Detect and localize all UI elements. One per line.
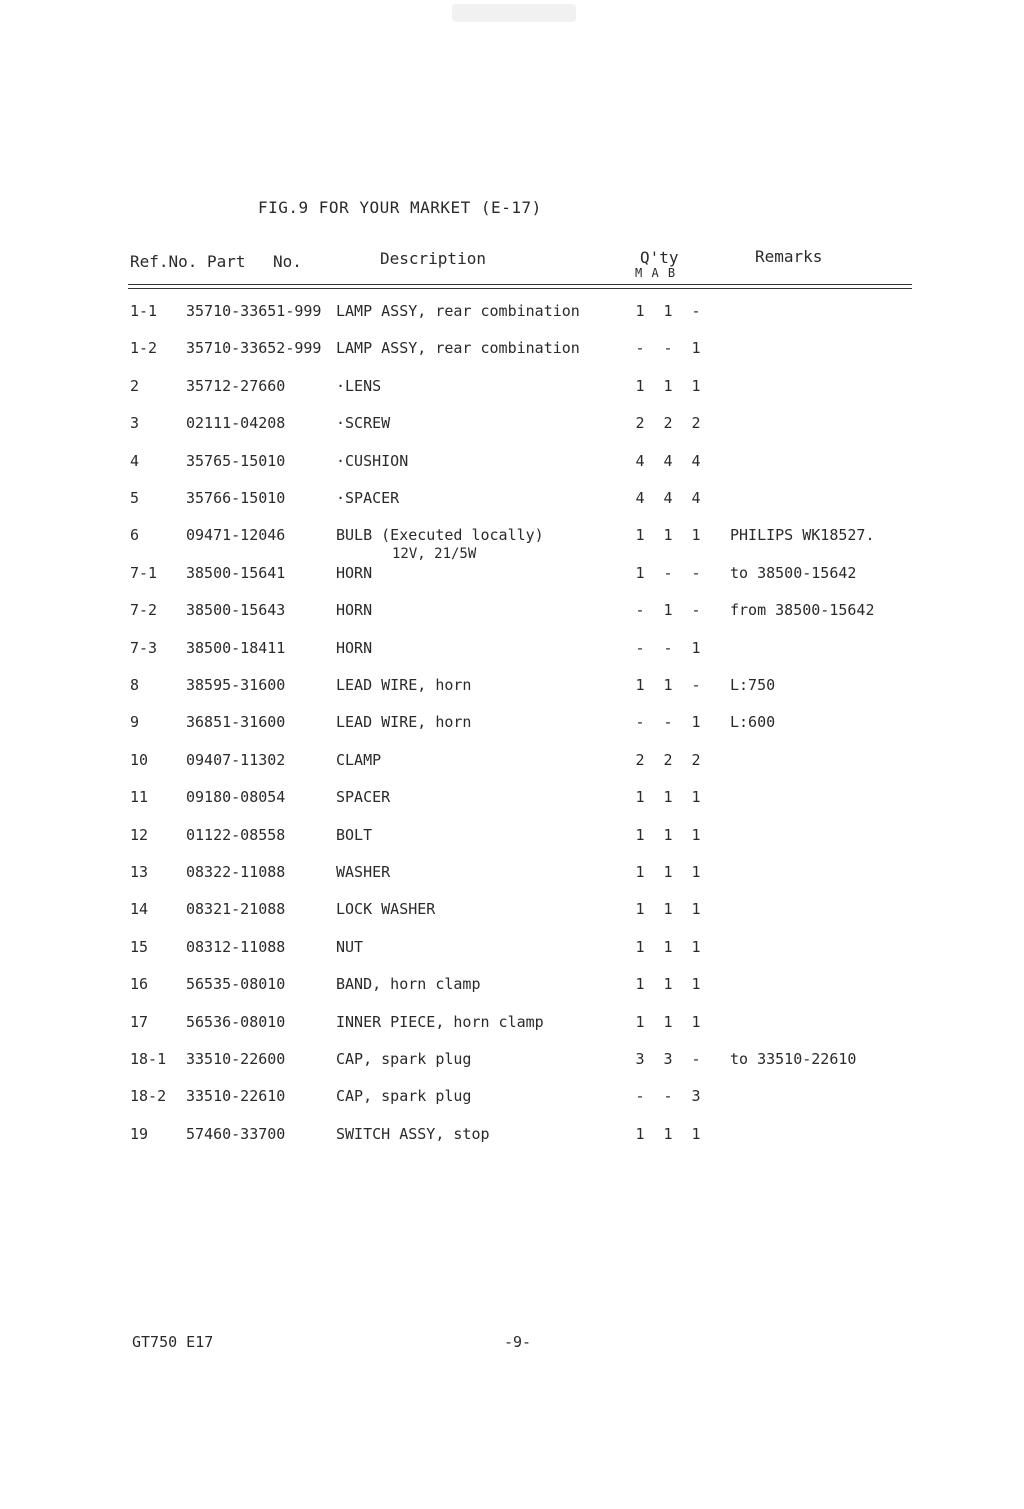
qty-a: 1: [663, 826, 673, 844]
table-row: [0, 713, 1024, 737]
qty-b: 1: [691, 639, 701, 657]
table-row: [0, 601, 1024, 625]
ref-number: 7-1: [130, 564, 158, 582]
qty-a: -: [663, 639, 673, 657]
qty-a: 1: [663, 1013, 673, 1031]
ref-number: 1-1: [130, 302, 158, 320]
qty-a: 2: [663, 751, 673, 769]
figure-title: FIG.9 FOR YOUR MARKET (E-17): [258, 198, 542, 217]
qty-a: 4: [663, 452, 673, 470]
qty-m: 4: [635, 489, 645, 507]
part-number: 02111-04208: [186, 414, 286, 432]
description: BULB (Executed locally): [336, 526, 544, 544]
description: BAND, horn clamp: [336, 975, 481, 993]
qty-a: 1: [663, 302, 673, 320]
qty-b: 1: [691, 900, 701, 918]
qty-b: 4: [691, 489, 701, 507]
description: CAP, spark plug: [336, 1050, 472, 1068]
qty-m: 1: [635, 1013, 645, 1031]
ref-number: 17: [130, 1013, 149, 1031]
qty-m: 1: [635, 975, 645, 993]
header-rule-top: [128, 284, 912, 285]
qty-m: 1: [635, 900, 645, 918]
ref-number: 13: [130, 863, 149, 881]
description: SPACER: [336, 788, 391, 806]
description: ·LENS: [336, 377, 382, 395]
table-row: [0, 676, 1024, 700]
table-row: [0, 826, 1024, 850]
ref-number: 8: [130, 676, 140, 694]
qty-a: 1: [663, 975, 673, 993]
part-number: 33510-22600: [186, 1050, 286, 1068]
ref-number: 6: [130, 526, 140, 544]
ref-number: 18-2: [130, 1087, 167, 1105]
part-number: 38500-15641: [186, 564, 286, 582]
table-row: [0, 564, 1024, 588]
description: HORN: [336, 564, 373, 582]
part-number: 35765-15010: [186, 452, 286, 470]
ref-number: 15: [130, 938, 149, 956]
description: LAMP ASSY, rear combination: [336, 302, 580, 320]
qty-b: 1: [691, 377, 701, 395]
table-row: [0, 414, 1024, 438]
ref-number: 10: [130, 751, 149, 769]
description: ·CUSHION: [336, 452, 409, 470]
table-row: [0, 377, 1024, 401]
part-number: 57460-33700: [186, 1125, 286, 1143]
qty-b: -: [691, 564, 701, 582]
qty-a: 1: [663, 526, 673, 544]
qty-b: -: [691, 302, 701, 320]
qty-b: 1: [691, 713, 701, 731]
qty-m: 1: [635, 564, 645, 582]
table-row: [0, 489, 1024, 513]
header-qty-columns: M A B: [635, 266, 677, 280]
qty-m: -: [635, 339, 645, 357]
table-row: [0, 302, 1024, 326]
ref-number: 16: [130, 975, 149, 993]
qty-b: 1: [691, 1013, 701, 1031]
description: CLAMP: [336, 751, 382, 769]
qty-m: 1: [635, 863, 645, 881]
description: WASHER: [336, 863, 391, 881]
header-no: No.: [273, 252, 302, 271]
table-row: [0, 1050, 1024, 1074]
header-ref-no: Ref.No.: [130, 252, 198, 271]
table-row: [0, 639, 1024, 663]
part-number: 08321-21088: [186, 900, 286, 918]
qty-m: 1: [635, 938, 645, 956]
qty-b: 1: [691, 339, 701, 357]
qty-a: 1: [663, 938, 673, 956]
table-row: [0, 452, 1024, 476]
description: NUT: [336, 938, 364, 956]
qty-m: -: [635, 601, 645, 619]
description: CAP, spark plug: [336, 1087, 472, 1105]
part-number: 38595-31600: [186, 676, 286, 694]
qty-m: 4: [635, 452, 645, 470]
remarks: L:750: [730, 676, 776, 694]
table-row: [0, 339, 1024, 363]
qty-b: 1: [691, 1125, 701, 1143]
qty-b: 2: [691, 751, 701, 769]
page-number: -9-: [504, 1333, 532, 1351]
description: HORN: [336, 639, 373, 657]
qty-b: 1: [691, 975, 701, 993]
description: LAMP ASSY, rear combination: [336, 339, 580, 357]
part-number: 33510-22610: [186, 1087, 286, 1105]
qty-m: 2: [635, 414, 645, 432]
ref-number: 5: [130, 489, 140, 507]
part-number: 08312-11088: [186, 938, 286, 956]
remarks: L:600: [730, 713, 776, 731]
ref-number: 19: [130, 1125, 149, 1143]
part-number: 38500-18411: [186, 639, 286, 657]
qty-a: 1: [663, 601, 673, 619]
qty-b: 1: [691, 788, 701, 806]
part-number: 09180-08054: [186, 788, 286, 806]
table-row: [0, 1087, 1024, 1111]
table-row: [0, 863, 1024, 887]
table-row: [0, 938, 1024, 962]
description: BOLT: [336, 826, 373, 844]
part-number: 35766-15010: [186, 489, 286, 507]
qty-a: 4: [663, 489, 673, 507]
qty-b: -: [691, 1050, 701, 1068]
ref-number: 7-3: [130, 639, 158, 657]
qty-m: 1: [635, 526, 645, 544]
description: INNER PIECE, horn clamp: [336, 1013, 544, 1031]
table-row: [0, 975, 1024, 999]
qty-a: 1: [663, 788, 673, 806]
ref-number: 14: [130, 900, 149, 918]
qty-b: 1: [691, 863, 701, 881]
qty-m: -: [635, 639, 645, 657]
description: LEAD WIRE, horn: [336, 676, 472, 694]
qty-a: 2: [663, 414, 673, 432]
description: LEAD WIRE, horn: [336, 713, 472, 731]
qty-b: -: [691, 601, 701, 619]
ref-number: 3: [130, 414, 140, 432]
description: SWITCH ASSY, stop: [336, 1125, 490, 1143]
qty-m: -: [635, 1087, 645, 1105]
qty-b: 1: [691, 826, 701, 844]
qty-m: -: [635, 713, 645, 731]
qty-b: 1: [691, 938, 701, 956]
part-number: 35710-33652-999: [186, 339, 322, 357]
table-row: [0, 900, 1024, 924]
part-number: 38500-15643: [186, 601, 286, 619]
part-number: 35712-27660: [186, 377, 286, 395]
qty-m: 1: [635, 1125, 645, 1143]
part-number: 35710-33651-999: [186, 302, 322, 320]
ref-number: 9: [130, 713, 140, 731]
ref-number: 11: [130, 788, 149, 806]
qty-a: 1: [663, 1125, 673, 1143]
qty-m: 3: [635, 1050, 645, 1068]
description: ·SPACER: [336, 489, 400, 507]
ref-number: 12: [130, 826, 149, 844]
description: HORN: [336, 601, 373, 619]
part-number: 09407-11302: [186, 751, 286, 769]
qty-b: 2: [691, 414, 701, 432]
part-number: 01122-08558: [186, 826, 286, 844]
bulb-spec: 12V, 21/5W: [392, 546, 477, 562]
qty-b: 3: [691, 1087, 701, 1105]
qty-a: -: [663, 339, 673, 357]
qty-m: 1: [635, 788, 645, 806]
remarks: to 38500-15642: [730, 564, 857, 582]
qty-m: 1: [635, 826, 645, 844]
footer-model: GT750 E17: [132, 1333, 214, 1351]
part-number: 36851-31600: [186, 713, 286, 731]
qty-m: 1: [635, 377, 645, 395]
qty-m: 1: [635, 302, 645, 320]
qty-a: 1: [663, 676, 673, 694]
header-description: Description: [380, 249, 486, 268]
qty-b: -: [691, 676, 701, 694]
qty-a: 1: [663, 863, 673, 881]
table-row: [0, 1125, 1024, 1149]
ref-number: 18-1: [130, 1050, 167, 1068]
header-remarks: Remarks: [755, 247, 823, 266]
remarks: to 33510-22610: [730, 1050, 857, 1068]
ref-number: 7-2: [130, 601, 158, 619]
qty-a: 3: [663, 1050, 673, 1068]
qty-b: 4: [691, 452, 701, 470]
remarks: PHILIPS WK18527.: [730, 526, 875, 544]
description: ·SCREW: [336, 414, 391, 432]
part-number: 08322-11088: [186, 863, 286, 881]
table-row: [0, 526, 1024, 550]
qty-m: 1: [635, 676, 645, 694]
qty-m: 2: [635, 751, 645, 769]
qty-a: -: [663, 1087, 673, 1105]
header-part: Part: [207, 252, 246, 271]
table-row: [0, 788, 1024, 812]
qty-b: 1: [691, 526, 701, 544]
qty-a: -: [663, 713, 673, 731]
remarks: from 38500-15642: [730, 601, 875, 619]
header-rule-bottom: [128, 288, 912, 289]
part-number: 09471-12046: [186, 526, 286, 544]
description: LOCK WASHER: [336, 900, 436, 918]
qty-a: 1: [663, 900, 673, 918]
table-row: [0, 751, 1024, 775]
qty-a: -: [663, 564, 673, 582]
ref-number: 1-2: [130, 339, 158, 357]
ref-number: 2: [130, 377, 140, 395]
scan-smudge: [452, 4, 576, 22]
header-qty: Q'ty: [640, 248, 679, 267]
part-number: 56535-08010: [186, 975, 286, 993]
part-number: 56536-08010: [186, 1013, 286, 1031]
table-row: [0, 1013, 1024, 1037]
qty-a: 1: [663, 377, 673, 395]
ref-number: 4: [130, 452, 140, 470]
